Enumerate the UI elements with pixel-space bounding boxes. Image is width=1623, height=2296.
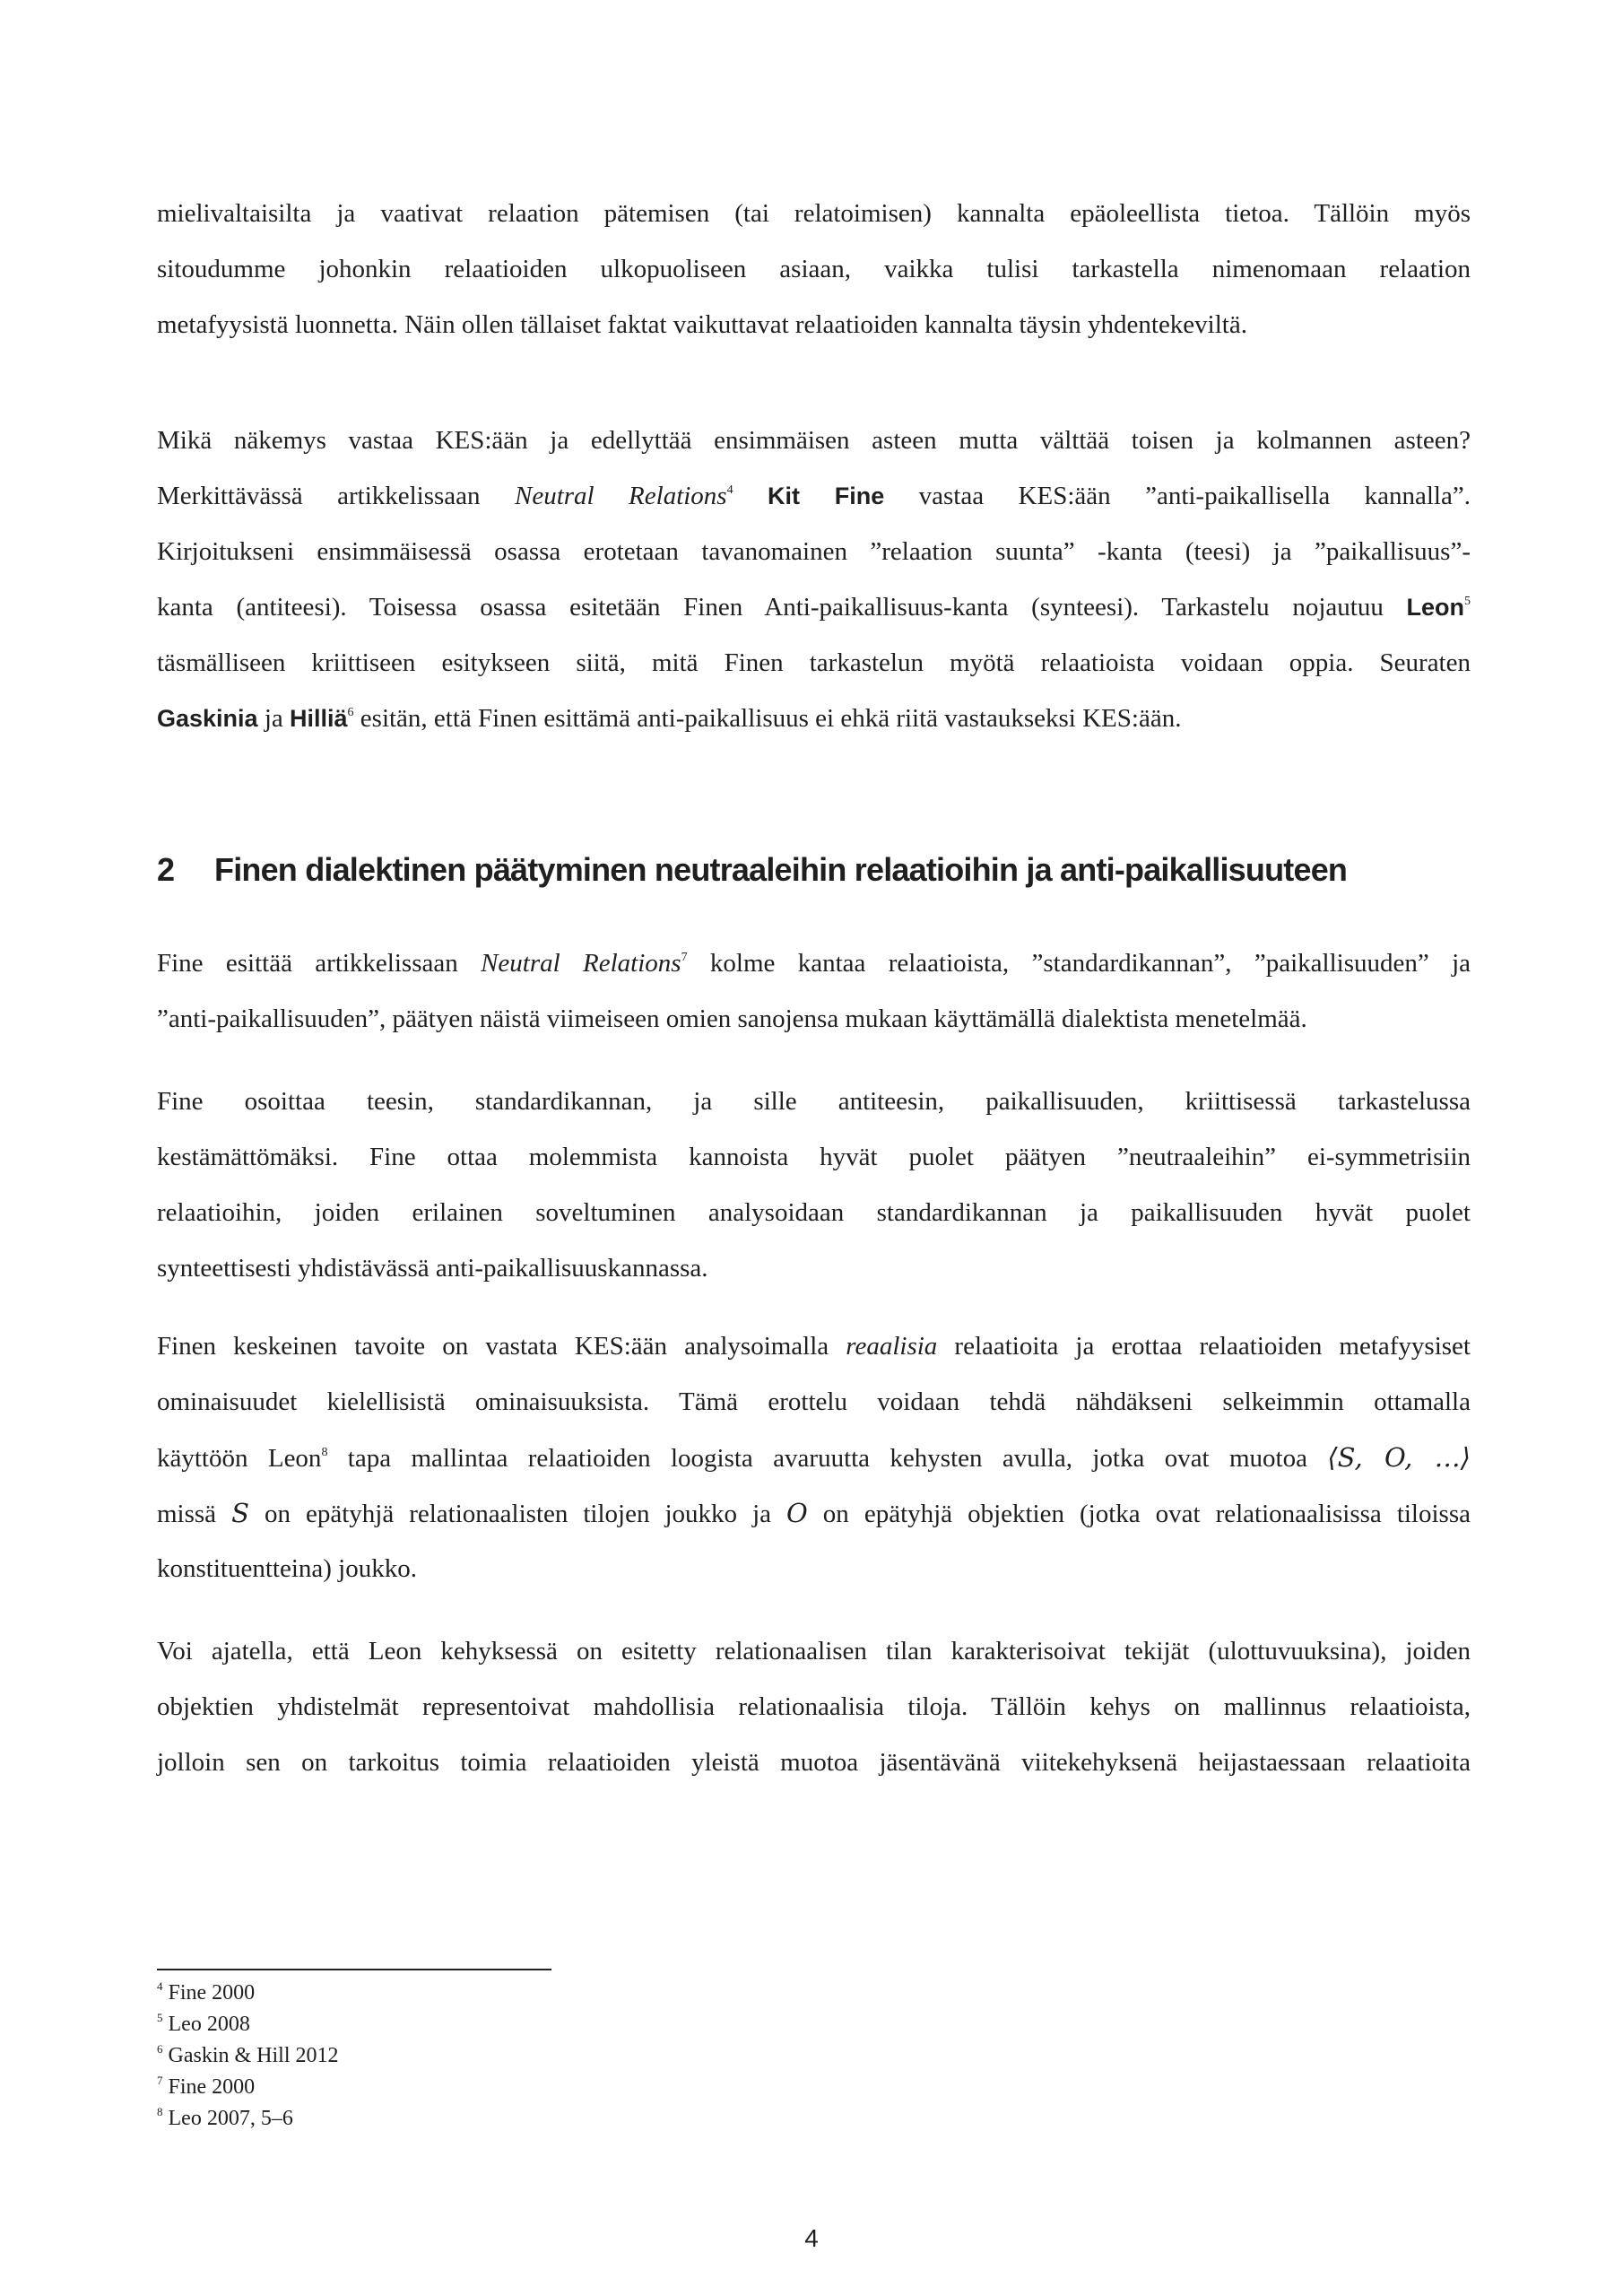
text-span: on epätyhjä relationaalisten tilojen joukko ja bbox=[248, 1500, 787, 1528]
footnote-ref: 8 bbox=[321, 1446, 328, 1459]
text-span: missä bbox=[157, 1500, 232, 1528]
section-title: Finen dialektinen päätyminen neutraaleihin relaatioihin ja anti-paikallisuuteen bbox=[214, 851, 1348, 888]
text-line: jolloin sen on tarkoitus toimia relaatioiden yleistä muotoa jäsentävänä viitekehyksenä heijastaessaan relaatioita bbox=[157, 1748, 1471, 1777]
text-line: Fine osoittaa teesin, standardikannan, ja sille antiteesin, paikallisuuden, kriittisessä tarkastelussa bbox=[157, 1087, 1471, 1116]
text-span: kolme kantaa relaatioista, ”standardikannan”, ”paikallisuuden” ja bbox=[687, 949, 1471, 978]
text-line: täsmälliseen kriittiseen esitykseen siitä, mitä Finen tarkastelun myötä relaatioista voidaan oppia. Seuraten bbox=[157, 648, 1471, 677]
footnote bbox=[157, 2009, 339, 2040]
footnote bbox=[157, 2040, 339, 2072]
footnote-text: Leo 2007, 5–6 bbox=[168, 2107, 293, 2130]
footnote-ref: 4 bbox=[726, 483, 733, 497]
section-heading bbox=[157, 848, 1471, 892]
text-span: Finen keskeinen tavoite on vastata KES:ään analysoimalla bbox=[157, 1332, 846, 1361]
text-span: esitän, että Finen esittämä anti-paikallisuus ei ehkä riitä vastaukseksi KES:ään. bbox=[353, 704, 1182, 733]
text-line: Mikä näkemys vastaa KES:ään ja edellyttää ensimmäisen asteen mutta välttää toisen ja kolmannen asteen? bbox=[157, 426, 1471, 455]
footnote-text: Fine 2000 bbox=[168, 1981, 256, 2005]
text-line: Kirjoitukseni ensimmäisessä osassa erotetaan tavanomainen ”relaation suunta” -kanta (teesi) ja ”paikallisuus”- bbox=[157, 537, 1471, 566]
author-name: Hilliä bbox=[290, 705, 348, 732]
paragraph-6 bbox=[157, 1623, 1471, 1790]
footnote-separator bbox=[157, 1969, 551, 1970]
author-name: Kit Fine bbox=[768, 483, 885, 509]
paragraph-2 bbox=[157, 413, 1471, 746]
text-line: Voi ajatella, että Leon kehyksessä on esitetty relationaalisen tilan karakterisoivat tekijät (ulottuvuuksina), joiden bbox=[157, 1637, 1471, 1665]
text-line: mielivaltaisilta ja vaativat relaation pätemisen (tai relatoimisen) kannalta epäoleellista tietoa. Tällöin myös bbox=[157, 199, 1471, 228]
text-line: relaatioihin, joiden erilainen soveltuminen analysoidaan standardikannan ja paikallisuuden hyvät puolet bbox=[157, 1198, 1471, 1227]
footnote-text: Leo 2008 bbox=[168, 2013, 250, 2036]
emphasis: reaalisia bbox=[846, 1332, 938, 1361]
math-symbol: S bbox=[231, 1498, 249, 1528]
author-name: Leon bbox=[1406, 594, 1464, 621]
paragraph-3 bbox=[157, 935, 1471, 1047]
footnote bbox=[157, 2072, 339, 2103]
author-name: Gaskinia bbox=[157, 705, 258, 732]
footnote-text: Gaskin & Hill 2012 bbox=[168, 2044, 339, 2067]
math-symbol: O bbox=[786, 1498, 808, 1528]
page-number: 4 bbox=[804, 2224, 819, 2252]
text-span: tapa mallintaa relaatioiden loogista avaruutta kehysten avulla, jotka ovat muotoa bbox=[327, 1444, 1328, 1473]
footnote-ref: 5 bbox=[1464, 595, 1471, 608]
work-title: Neutral Relations bbox=[481, 949, 681, 978]
footnote-number: 8 bbox=[157, 2105, 163, 2118]
footnote-ref: 7 bbox=[681, 951, 688, 964]
text-line: ominaisuudet kielellisistä ominaisuuksista. Tämä erottelu voidaan tehdä nähdäkseni selkeimmin ottamalla bbox=[157, 1387, 1471, 1416]
text-span: kanta (antiteesi). Toisessa osassa esitetään Finen Anti-paikallisuus-kanta (synteesi). Tarkastelu nojautuu bbox=[157, 593, 1407, 622]
text-line: konstituentteina) joukko. bbox=[157, 1554, 417, 1583]
text-line bbox=[157, 468, 1471, 524]
text-line: objektien yhdistelmät representoivat mahdollisia relationaalisia tiloja. Tällöin kehys on mallinnus relaatioista, bbox=[157, 1692, 1471, 1721]
footnote-number: 7 bbox=[157, 2074, 163, 2087]
text-span: Fine esittää artikkelissaan bbox=[157, 949, 482, 978]
text-span: relaatioita ja erottaa relaatioiden metafyysiset bbox=[937, 1332, 1471, 1361]
text-span: on epätyhjä objektien (jotka ovat relationaalisissa tiloissa bbox=[807, 1500, 1471, 1528]
text-span: vastaa KES:ään ”anti-paikallisella kannalla”. bbox=[884, 482, 1471, 510]
text-line bbox=[157, 935, 1471, 991]
text-line: ”anti-paikallisuuden”, päätyen näistä viimeiseen omien sanojensa mukaan käyttämällä dialektista menetelmää. bbox=[157, 1004, 1307, 1033]
paragraph-5 bbox=[157, 1318, 1471, 1596]
text-span: ja bbox=[257, 704, 290, 733]
footnote bbox=[157, 1978, 339, 2009]
text-line: kestämättömäksi. Fine ottaa molemmista kannoista hyvät puolet päätyen ”neutraaleihin” ei-symmetrisiin bbox=[157, 1143, 1471, 1171]
footnote-text: Fine 2000 bbox=[168, 2075, 256, 2099]
text-line bbox=[157, 1318, 1471, 1374]
text-line bbox=[157, 1430, 1471, 1485]
footnote-number: 6 bbox=[157, 2042, 163, 2056]
footnotes bbox=[157, 1978, 339, 2135]
text-line: sitoudumme johonkin relaatioiden ulkopuoliseen asiaan, vaikka tulisi tarkastella nimenomaan relaation bbox=[157, 255, 1471, 283]
text-span: käyttöön Leon bbox=[157, 1444, 322, 1473]
text-line: synteettisesti yhdistävässä anti-paikallisuuskannassa. bbox=[157, 1254, 708, 1283]
math-tuple: ⟨S, O, …⟩ bbox=[1327, 1442, 1471, 1473]
text-span: Merkittävässä artikkelissaan bbox=[157, 482, 515, 510]
section-number: 2 bbox=[157, 851, 175, 888]
work-title: Neutral Relations bbox=[515, 482, 727, 510]
footnote-number: 4 bbox=[157, 1979, 163, 1993]
paragraph-4 bbox=[157, 1074, 1471, 1296]
paragraph-1 bbox=[157, 186, 1471, 352]
text-line bbox=[157, 691, 1471, 746]
text-line bbox=[157, 579, 1471, 635]
text-line bbox=[157, 1485, 1471, 1541]
footnote-number: 5 bbox=[157, 2011, 163, 2024]
footnote-ref: 6 bbox=[347, 706, 354, 719]
footnote bbox=[157, 2103, 339, 2135]
text-line: metafyysistä luonnetta. Näin ollen tällaiset faktat vaikuttavat relaatioiden kannalta täysin yhdentekeviltä. bbox=[157, 310, 1247, 339]
